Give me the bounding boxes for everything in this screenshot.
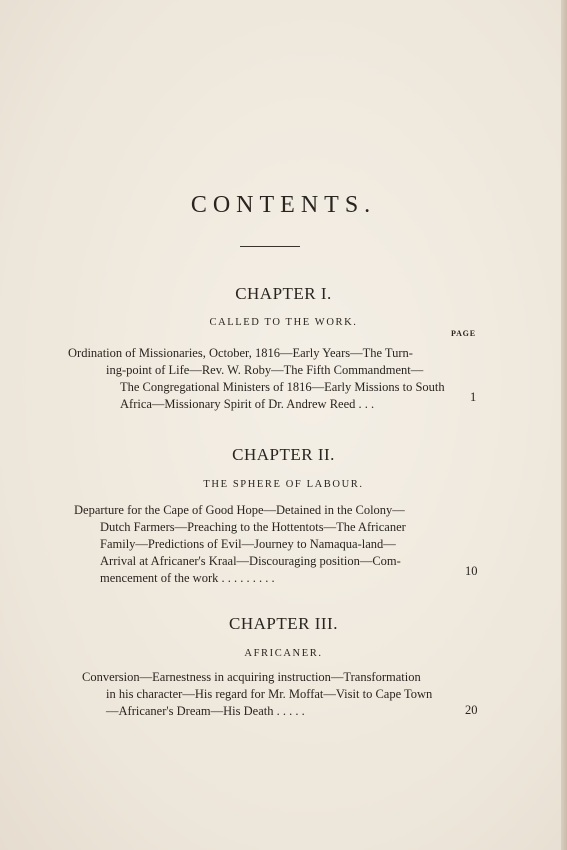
summary-line: Conversion—Earnestness in acquiring instruction—Transformation [82, 670, 421, 684]
summary-line: —Africaner's Dream—His Death . . . . . [106, 704, 305, 718]
page-column-label: PAGE [451, 329, 476, 338]
summary-line: in his character—His regard for Mr. Moffat—Visit to Cape Town [106, 687, 433, 701]
chapter-2-subtitle: THE SPHERE OF LABOUR. [203, 479, 364, 490]
chapter-2-page-number: 10 [465, 564, 478, 578]
chapter-1-page-number: 1 [470, 390, 477, 404]
chapter-3-heading: CHAPTER III. [229, 614, 338, 633]
title-rule [240, 246, 300, 247]
chapter-1-subtitle: CALLED TO THE WORK. [209, 317, 358, 328]
summary-line: Family—Predictions of Evil—Journey to Namaqua-land— [100, 537, 396, 551]
chapter-3-summary [82, 669, 432, 720]
summary-line: Departure for the Cape of Good Hope—Detained in the Colony— [74, 503, 405, 517]
summary-line: Ordination of Missionaries, October, 1816—Early Years—The Turn- [68, 346, 413, 360]
page-title: CONTENTS. [190, 192, 377, 218]
summary-line: Arrival at Africaner's Kraal—Discouraging position—Com- [100, 554, 401, 568]
summary-line: ing-point of Life—Rev. W. Roby—The Fifth Commandment— [106, 363, 424, 377]
chapter-2-heading: CHAPTER II. [232, 445, 335, 464]
summary-line: The Congregational Ministers of 1816—Early Missions to South [120, 380, 445, 394]
summary-line: Africa—Missionary Spirit of Dr. Andrew Reed . . . [120, 397, 375, 411]
summary-line: mencement of the work . . . . . . . . . [100, 571, 275, 585]
chapter-1-summary [68, 345, 445, 413]
chapter-1-heading: CHAPTER I. [235, 284, 332, 303]
page-edge [561, 0, 567, 850]
chapter-3-page-number: 20 [465, 703, 478, 717]
chapter-2-summary [74, 502, 406, 587]
chapter-3-subtitle: AFRICANER. [244, 648, 323, 659]
summary-line: Dutch Farmers—Preaching to the Hottentots—The Africaner [100, 520, 406, 534]
